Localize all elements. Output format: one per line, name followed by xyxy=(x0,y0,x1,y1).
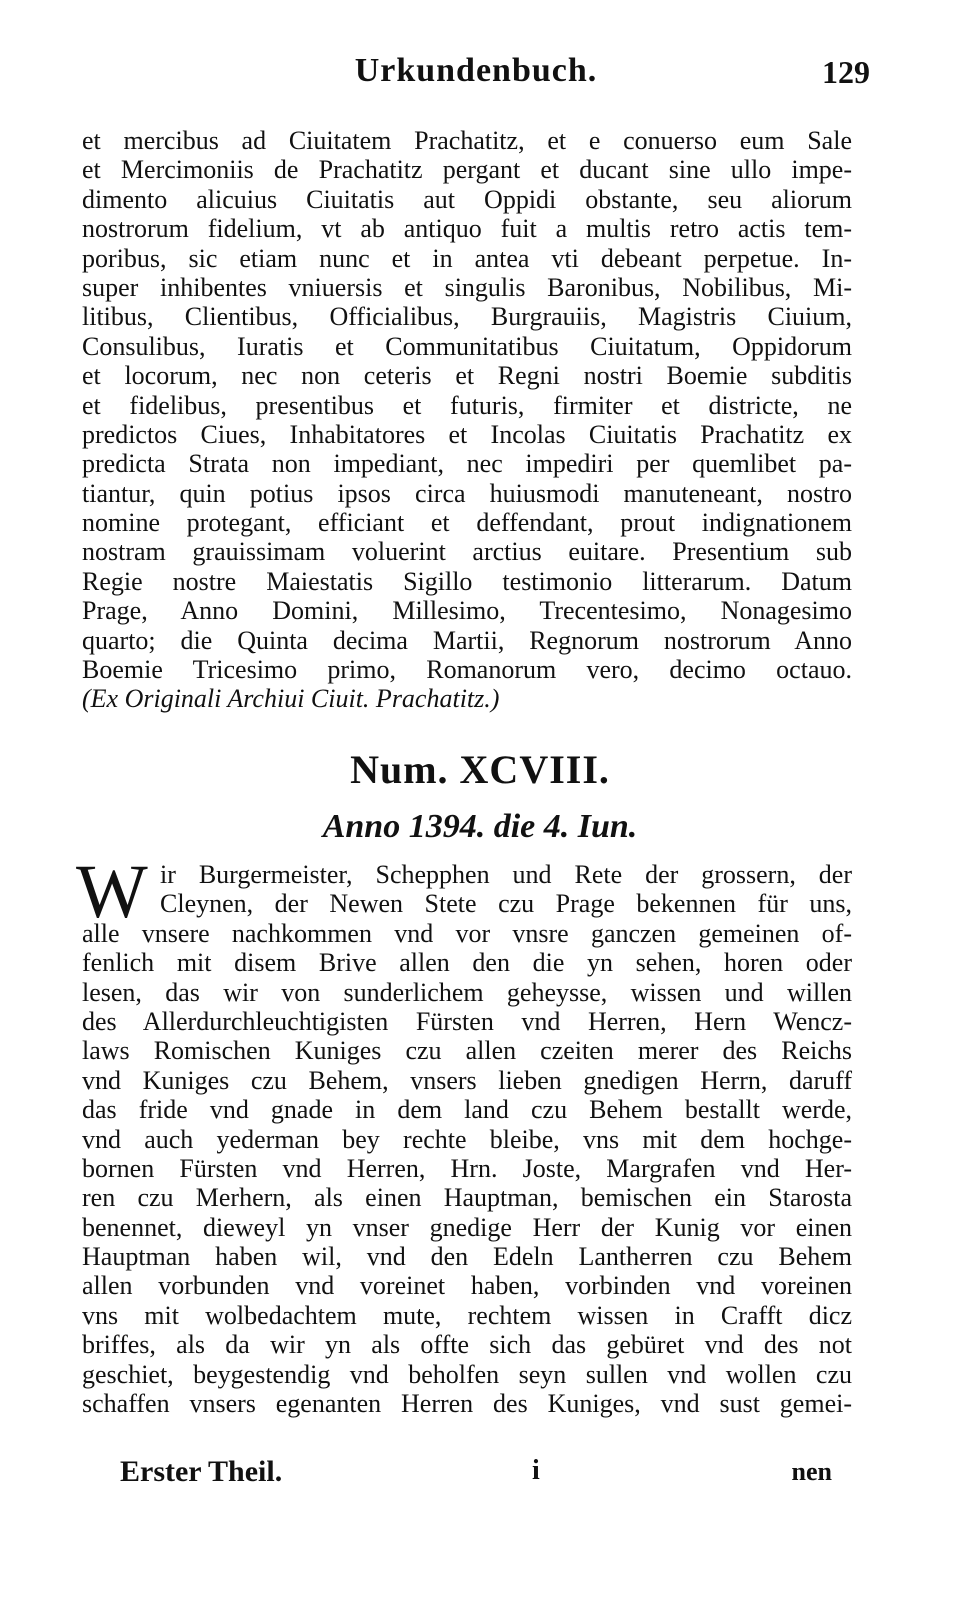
text-line: vnd auch yederman bey rechte bleibe, vns mit dem hochge- xyxy=(82,1124,852,1154)
text-line: et locorum, nec non ceteris et Regni nostri Boemie subditis xyxy=(82,361,852,391)
signature-title: Erster Theil. xyxy=(120,1455,283,1488)
text-line: bornen Fürsten vnd Herren, Hrn. Joste, Margrafen vnd Her- xyxy=(82,1153,852,1183)
text-line: nostram grauissimam voluerint arctius euitare. Presentium sub xyxy=(82,537,852,567)
text-line: Regie nostre Maiestatis Sigillo testimonio litterarum. Datum xyxy=(82,566,852,596)
text-line: tiantur, quin potius ipsos circa huiusmodi manuteneant, nostro xyxy=(82,478,852,508)
text-line: super inhibentes vniuersis et singulis Baronibus, Nobilibus, Mi- xyxy=(82,272,852,302)
text-line: fenlich mit disem Brive allen den die yn sehen, horen oder xyxy=(82,948,852,978)
text-line: poribus, sic etiam nunc et in antea vti debeant perpetue. In- xyxy=(82,243,852,273)
text-line: vns mit wolbedachtem mute, rechtem wissen in Crafft dicz xyxy=(82,1300,852,1330)
section-number-heading: Num. XCVIII. xyxy=(350,747,610,792)
signature-mark: i xyxy=(532,1455,540,1486)
text-line: das fride vnd gnade in dem land czu Behem bestallt werde, xyxy=(82,1095,852,1125)
section-date-heading: Anno 1394. die 4. Iun. xyxy=(322,808,638,845)
text-line: litibus, Clientibus, Officialibus, Burgrauiis, Magistris Ciuium, xyxy=(82,302,852,332)
text-line: benennet, dieweyl yn vnser gnedige Herr der Kunig vor einen xyxy=(82,1212,852,1242)
preceding-document-text xyxy=(82,126,852,714)
text-line: quarto; die Quinta decima Martii, Regnorum nostrorum Anno xyxy=(82,625,852,655)
text-line: dimento alicuius Ciuitatis aut Oppidi obstante, seu aliorum xyxy=(82,184,852,214)
text-line: schaffen vnsers egenanten Herren des Kuniges, vnd sust gemei- xyxy=(82,1389,852,1419)
text-line: predictos Ciues, Inhabitatores et Incolas Ciuitatis Prachatitz ex xyxy=(82,419,852,449)
page-footer xyxy=(120,1455,832,1495)
text-line: et fidelibus, presentibus et futuris, firmiter et districte, ne xyxy=(82,390,852,420)
catchword: nen xyxy=(791,1457,832,1486)
text-line: Cleynen, der Newen Stete czu Prage bekennen für uns, xyxy=(160,889,852,919)
text-line: Prage, Anno Domini, Millesimo, Trecentesimo, Nonagesimo xyxy=(82,596,852,626)
text-line: vnd Kuniges czu Behem, vnsers lieben gnedigen Herrn, daruff xyxy=(82,1065,852,1095)
text-line: des Allerdurchleuchtigisten Fürsten vnd Herren, Hern Wencz- xyxy=(82,1006,852,1036)
text-line: Boemie Tricesimo primo, Romanorum vero, decimo octauo. xyxy=(82,655,852,685)
text-line: predicta Strata non impediant, nec impediri per quemlibet pa- xyxy=(82,449,852,479)
text-line: lesen, das wir von sunderlichem geheysse, wissen und willen xyxy=(82,977,852,1007)
text-line: alle vnsere nachkommen vnd vor vnsre ganczen gemeinen of- xyxy=(82,918,852,948)
text-line: Consulibus, Iuratis et Communitatibus Ciuitatum, Oppidorum xyxy=(82,331,852,361)
drop-cap-letter: W xyxy=(76,850,148,934)
text-line: et mercibus ad Ciuitatem Prachatitz, et e conuerso eum Sale xyxy=(82,126,852,155)
text-line: briffes, als da wir yn als offte sich das gebüret vnd des not xyxy=(82,1330,852,1360)
page-number: 129 xyxy=(822,54,870,90)
text-line: ren czu Merhern, als einen Hauptman, bemischen ein Starosta xyxy=(82,1183,852,1213)
text-line: nostrorum fidelium, vt ab antiquo fuit a multis retro actis tem- xyxy=(82,214,852,244)
page-header xyxy=(82,52,870,102)
text-line: Hauptman haben wil, vnd den Edeln Lantherren czu Behem xyxy=(82,1242,852,1272)
text-line: et Mercimoniis de Prachatitz pergant et ducant sine ullo impe- xyxy=(82,155,852,185)
text-line: allen vorbunden vnd voreinet haben, vorbinden vnd voreinen xyxy=(82,1271,852,1301)
text-line: ir Burgermeister, Schepphen und Rete der grossern, der xyxy=(160,860,852,889)
document-text xyxy=(76,850,852,1419)
source-note: (Ex Originali Archiui Ciuit. Prachatitz.) xyxy=(82,684,500,714)
text-line: laws Romischen Kuniges czu allen czeiten merer des Reichs xyxy=(82,1036,852,1066)
running-title: Urkundenbuch. xyxy=(354,52,598,89)
text-line: geschiet, beygestendig vnd beholfen seyn sullen vnd wollen czu xyxy=(82,1359,852,1389)
text-line: nomine protegant, efficiant et deffendant, prout indignationem xyxy=(82,508,852,538)
